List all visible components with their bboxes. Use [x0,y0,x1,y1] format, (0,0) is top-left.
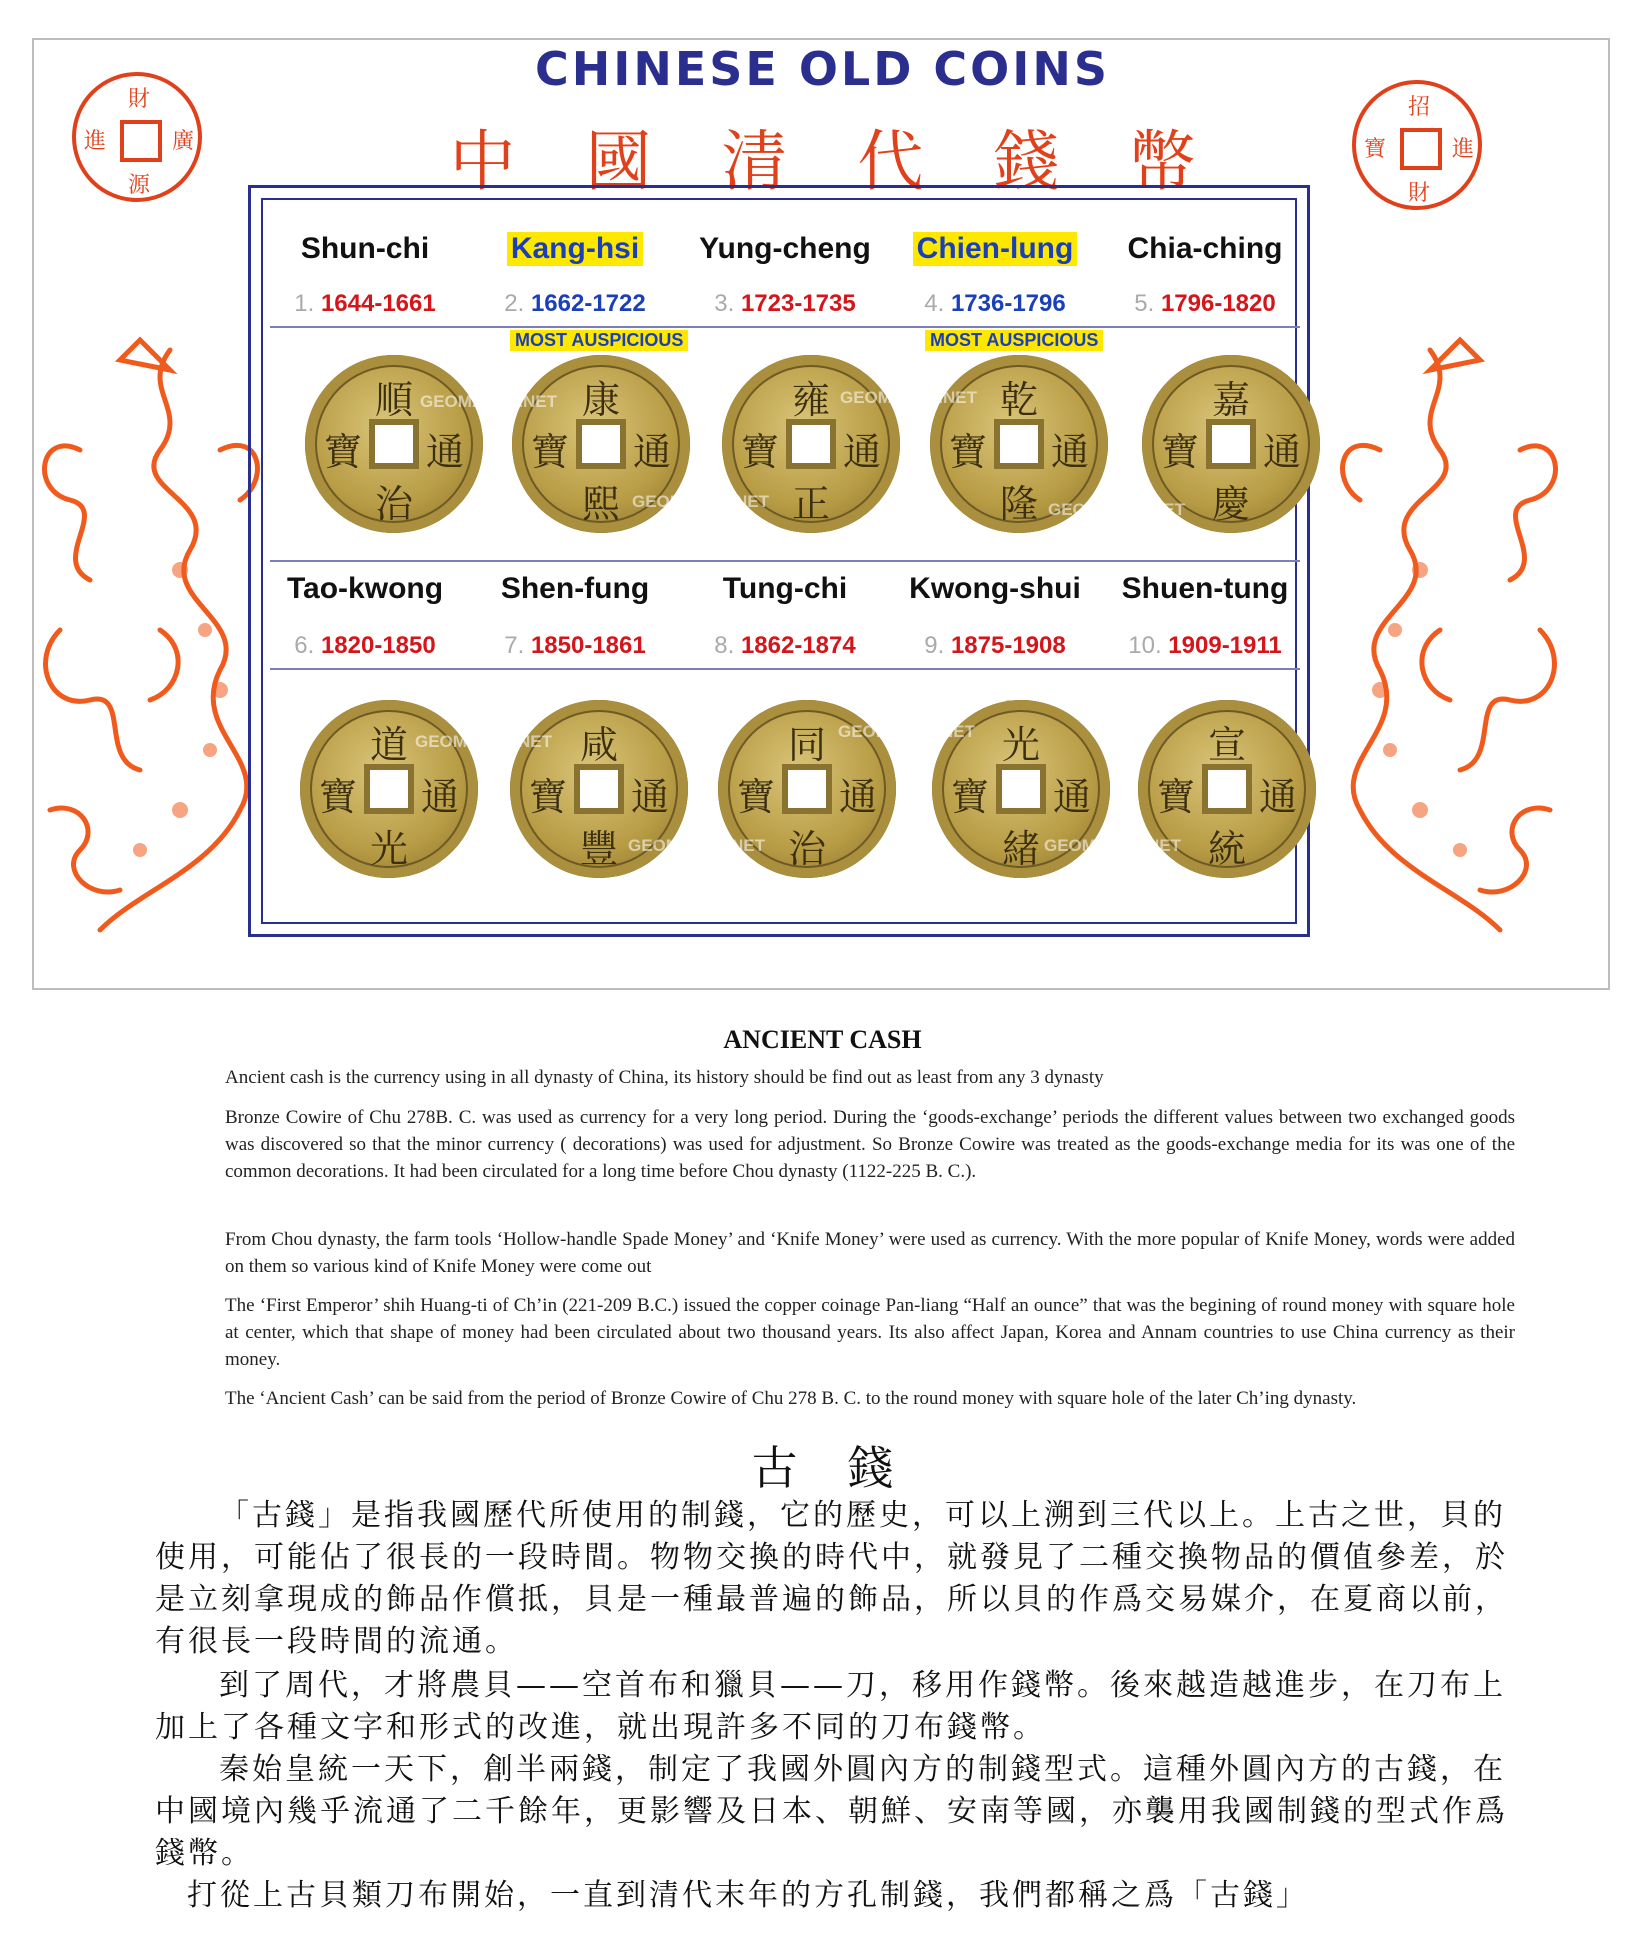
coin-char: 緒 [1001,827,1040,871]
coin-char: 豐 [579,827,618,871]
watermark: GEOMANCY.NET [420,392,557,411]
coin-name-kang-hsi: Kang-hsi [507,232,643,266]
reign-dates: 1723-1735 [740,290,856,317]
seal-right-char-left: 寶 [1363,137,1386,162]
reign-number: 3. [714,290,735,317]
article-zh-title: 古錢 [751,1441,944,1495]
article-paragraph-3 [155,1226,1515,1280]
watermark: GEOMANCY.NET [838,722,975,741]
coin-char: 寶 [1160,430,1199,474]
reign-dates: 1909-1911 [1168,632,1282,659]
coin-char: 通 [1050,430,1089,474]
reign-dates: 1736-1796 [950,290,1066,317]
coin-char: 寶 [323,430,362,474]
reign-number: 7. [504,632,525,659]
coin-char: 同 [787,723,826,767]
paragraph-text: 打從上古貝類刀布開始，一直到清代末年的方孔制錢，我們都稱之爲「古錢」 [187,1878,1309,1913]
watermark: GEOMANCY.NET [632,492,769,511]
reign-dates: 1820-1850 [320,632,436,659]
row-divider [270,560,1300,562]
coin-char: 康 [581,378,620,422]
article-paragraph-5 [155,1385,1515,1412]
coin-char: 嘉 [1211,378,1250,422]
dragon-right-icon [1320,330,1580,940]
paragraph-text: The ‘First Emperor’ shih Huang-ti of Ch’in (221-209 B.C.) issued the copper coinage Pan-liang “Half an ounce” that was the begining of round money with square hole at center, which that shape of money had been circulated about two thousand years. Its also affect Japan, Korea and Annam countries to use China currency as their money. [225,1295,1515,1370]
row2-names [260,572,1310,606]
coin-char: 通 [630,775,669,819]
coin-name-yung-cheng: Yung-cheng [699,232,871,265]
coin-char: 寶 [948,430,987,474]
article-zh-paragraph-1 [155,1495,1515,1663]
seal-left-icon [72,72,202,202]
most-auspicious-badge-chien-lung: MOST AUSPICIOUS [925,330,1103,351]
coin-name-shuen-tung: Shuen-tung [1121,572,1289,605]
paragraph-text: 到了周代，才將農貝——空首布和獵貝——刀，移用作錢幣。後來越造越進步，在刀布上加上了各種文字和形式的改進，就出現許多不同的刀布錢幣。 [155,1668,1506,1745]
coin-name-chia-ching: Chia-ching [1127,232,1283,265]
reign-number: 6. [294,632,315,659]
watermark: GEOMANCY.NET [1048,500,1185,519]
seal-left-char-bottom: 源 [127,173,150,198]
coin-char: 咸 [579,723,618,767]
coin-char: 治 [374,482,413,526]
coin-char: 隆 [999,482,1038,526]
reign-dates: 1644-1661 [320,290,436,317]
coin-char: 正 [791,482,830,526]
coin-char: 道 [369,723,408,767]
paragraph-text: 「古錢」是指我國歷代所使用的制錢，它的歷史，可以上溯到三代以上。上古之世，貝的使用，可能佔了很長的一段時間。物物交換的時代中，就發見了二種交換物品的價值參差，於是立刻拿現成的飾品作償抵，貝是一種最普遍的飾品，所以貝的作爲交易媒介，在夏商以前，有很長一段時間的流通。 [155,1498,1508,1659]
watermark: GEOMANCY.NET [1044,836,1181,855]
coin-name-chien-lung: Chien-lung [913,232,1078,266]
row2-divider [270,668,1300,670]
paragraph-text: From Chou dynasty, the farm tools ‘Hollow-handle Spade Money’ and ‘Knife Money’ were used as currency. With the more popular of Knife Money, words were added on them so various kind of Knife Money were come out [225,1229,1515,1277]
coin-char: 通 [425,430,464,474]
article-zh-paragraph-3 [155,1749,1515,1875]
coin-char: 宣 [1207,723,1246,767]
reign-number: 8. [714,632,735,659]
coin-char: 寶 [736,775,775,819]
coin-char: 寶 [528,775,567,819]
reign-dates: 1862-1874 [740,632,856,659]
row1-dates [260,290,1310,318]
seal-right-char-top: 招 [1407,95,1430,120]
seal-right-char-bottom: 財 [1407,181,1430,206]
seal-left-char-left: 進 [83,129,106,154]
coin-char: 順 [374,378,413,422]
coin-char: 寶 [530,430,569,474]
row2-dates [260,632,1310,660]
coin-char: 統 [1207,827,1246,871]
reign-dates: 1662-1722 [530,290,646,317]
coin-char: 乾 [999,378,1038,422]
coin-name-shen-fung: Shen-fung [500,572,650,605]
card-title-zh: 中國清代錢幣 [449,123,1266,200]
coin-name-shun-chi: Shun-chi [300,232,430,265]
coin-char: 治 [787,827,826,871]
seal-right-char-right: 進 [1451,137,1474,162]
reign-number: 4. [924,290,945,317]
seal-left-char-right: 廣 [171,129,194,154]
card-title-en: CHINESE OLD COINS [534,42,1111,96]
coin-char: 通 [1052,775,1091,819]
coin-char: 通 [1258,775,1297,819]
reign-number: 2. [504,290,525,317]
coin-char: 慶 [1211,482,1250,526]
coin-char: 雍 [791,378,830,422]
article-paragraph-1: Ancient cash is the currency using in all dynasty of China, its history should be find out as least from any 3 dynasty [225,1067,1104,1088]
coin-name-kwong-shui: Kwong-shui [909,572,1081,605]
seal-right-icon [1352,80,1482,210]
row1-divider [270,326,1300,328]
paragraph-text: Bronze Cowire of Chu 278B. C. was used as currency for a very long period. During the ‘goods-exchange’ periods the different values between two exchanged goods was discovered so that the minor currency ( decorations) was used for adjustment. So Bronze Cowire was treated as the goods-exchange media for its was one of the common decorations. It had been circulated for a long time before Chou dynasty (1122-225 B. C.). [225,1107,1515,1182]
coin-name-tung-chi: Tung-chi [722,572,848,605]
reign-number: 9. [924,632,945,659]
watermark: GEOMANCY.NET [415,732,552,751]
reign-number: 10. [1128,632,1162,659]
paragraph-text: 秦始皇統一天下，創半兩錢，制定了我國外圓內方的制錢型式。這種外圓內方的古錢，在中國境內幾乎流通了二千餘年，更影響及日本、朝鮮、安南等國，亦襲用我國制錢的型式作爲錢幣。 [155,1752,1508,1871]
article-paragraph-4 [155,1292,1515,1373]
coin-char: 通 [632,430,671,474]
article-title: ANCIENT CASH [723,1025,922,1054]
coin-char: 通 [1262,430,1301,474]
article-zh-paragraph-4 [155,1875,1515,1917]
article-zh-paragraph-2 [155,1665,1515,1749]
coin-char: 通 [420,775,459,819]
article-paragraph-2 [155,1104,1515,1185]
reign-dates: 1796-1820 [1160,290,1276,317]
most-auspicious-badge-kang-hsi: MOST AUSPICIOUS [510,330,688,351]
coin-tao-kwong [300,700,478,878]
coin-char: 光 [369,827,408,871]
coin-char: 光 [1001,723,1040,767]
coin-shun-chi [305,355,483,533]
reign-dates: 1850-1861 [530,632,646,659]
coin-char: 通 [842,430,881,474]
row1-names [260,232,1310,266]
coin-char: 寶 [740,430,779,474]
coin-char: 寶 [1156,775,1195,819]
coin-char: 寶 [950,775,989,819]
watermark: GEOMANCY.NET [628,836,765,855]
watermark: GEOMANCY.NET [840,388,977,407]
coin-name-tao-kwong: Tao-kwong [286,572,444,605]
coin-char: 熙 [581,482,620,526]
reign-number: 5. [1134,290,1155,317]
reign-number: 1. [294,290,315,317]
reign-dates: 1875-1908 [950,632,1066,659]
seal-left-char-top: 財 [127,87,150,112]
coin-char: 寶 [318,775,357,819]
coin-char: 通 [838,775,877,819]
paragraph-text: The ‘Ancient Cash’ can be said from the period of Bronze Cowire of Chu 278 B. C. to the round money with square hole of the later Ch’ing dynasty. [225,1388,1357,1409]
